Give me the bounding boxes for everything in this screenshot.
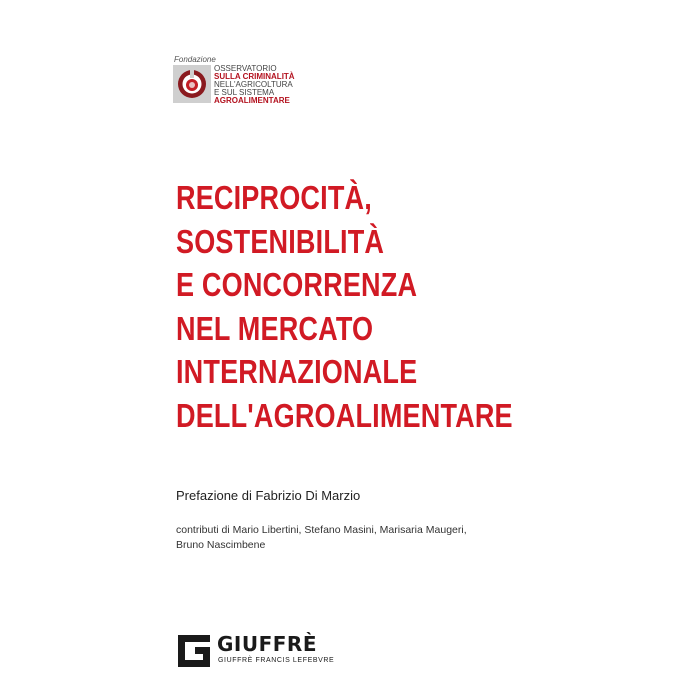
foundation-label: Fondazione bbox=[174, 55, 216, 64]
foundation-logo bbox=[173, 65, 308, 105]
contributors-line: contributi di Mario Libertini, Stefano Masini, Marisaria Maugeri, bbox=[176, 524, 467, 536]
contributors-line: Bruno Nascimbene bbox=[176, 539, 266, 551]
publisher-subtitle: GIUFFRÈ FRANCIS LEFEBVRE bbox=[218, 657, 335, 664]
foundation-line: SULLA CRIMINALITÀ bbox=[214, 72, 295, 81]
title-line: E CONCORRENZA bbox=[176, 266, 418, 303]
giuffre-g-logo-icon bbox=[176, 633, 212, 669]
foundation-line: OSSERVATORIO bbox=[214, 64, 277, 73]
title-line: INTERNAZIONALE bbox=[176, 353, 418, 390]
observatory-logo-icon bbox=[173, 65, 211, 103]
book-title bbox=[176, 176, 586, 437]
contributors-credit bbox=[176, 523, 516, 553]
foundation-name bbox=[214, 65, 324, 105]
foundation-line: E SUL SISTEMA bbox=[214, 88, 275, 97]
title-line: DELL'AGROALIMENTARE bbox=[176, 396, 513, 434]
foundation-line: AGROALIMENTARE bbox=[214, 96, 290, 105]
publisher-name: GIUFFRÈ bbox=[217, 632, 317, 656]
publisher-logo bbox=[176, 633, 336, 673]
title-line: RECIPROCITÀ, bbox=[176, 179, 372, 216]
foundation-line: NELL'AGRICOLTURA bbox=[214, 80, 293, 89]
preface-credit: Prefazione di Fabrizio Di Marzio bbox=[176, 488, 361, 503]
title-line: SOSTENIBILITÀ bbox=[176, 222, 385, 260]
title-line: NEL MERCATO bbox=[176, 309, 374, 347]
